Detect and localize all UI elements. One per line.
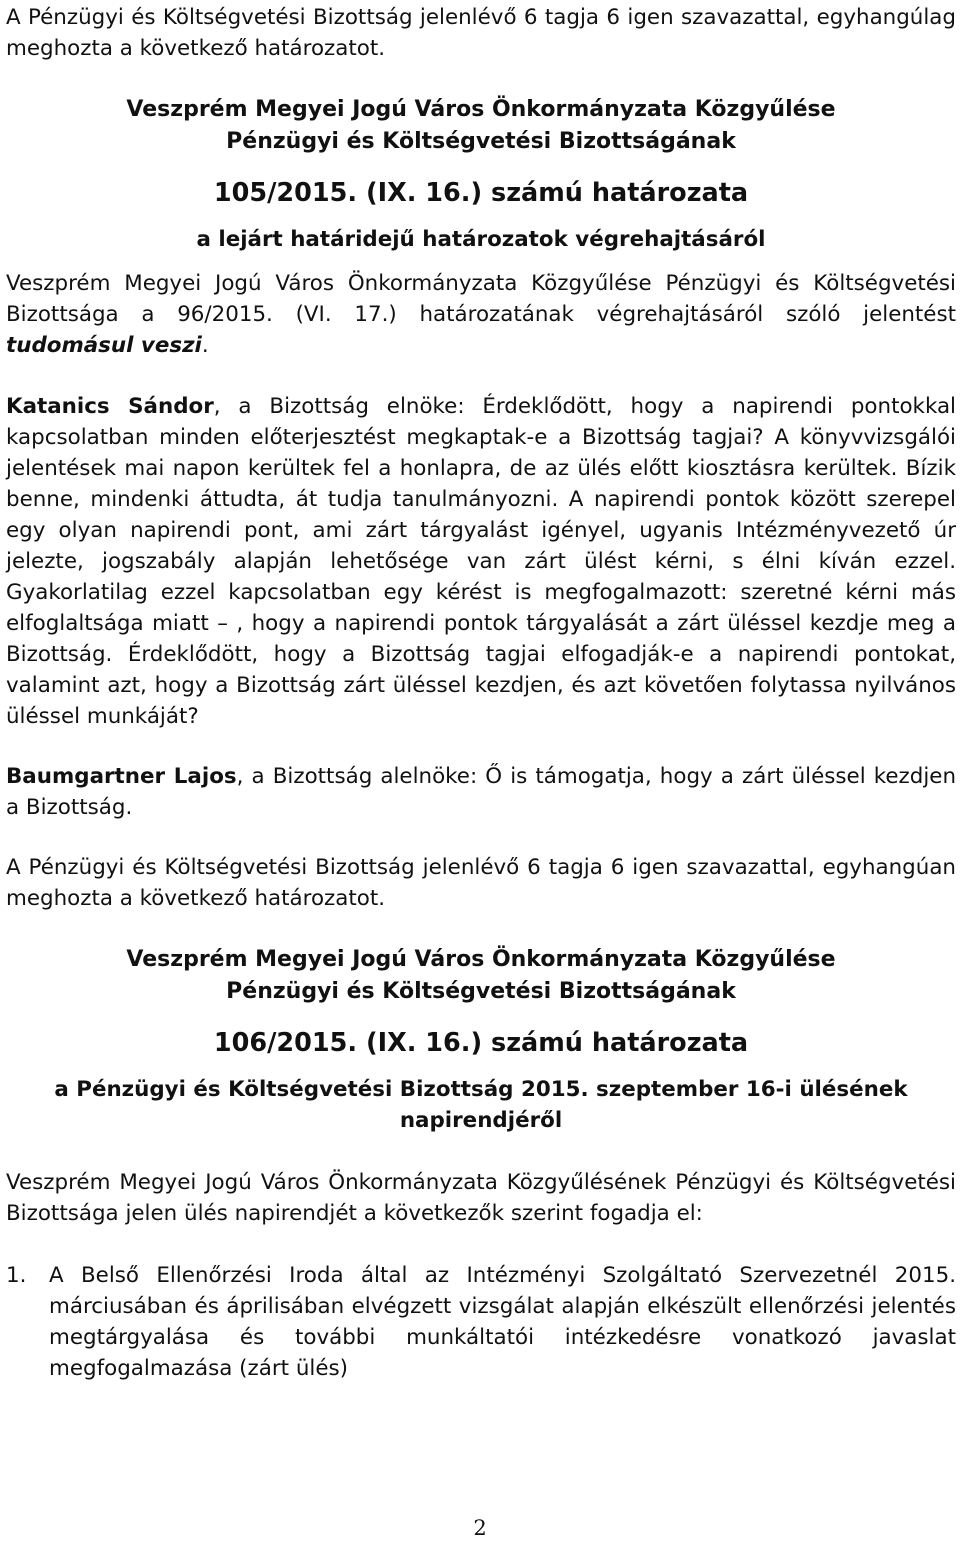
katanics-text: , a Bizottság elnöke: Érdeklődött, hogy a napirendi pontokkal kapcsolatban minden előterjesztést megkaptak-e a Bizottság tagjai? A könyvvizsgálói jelentések mai napon kerültek fel a honlapra, de az ülés előtt kiosztásra kerültek. Bízik benne, mindenki áttudta, át tudja tanulmányozni. A napirendi pontok között szerepel egy olyan napirendi pont, ami zárt tárgyalást igényel, ugyanis Intézményvezető úr jelezte, jogszabály alapján lehetősége van zárt ülést kérni, s élni kíván ezzel. Gyakorlatilag ezzel kapcsolatban egy kérést is megfogalmazott: szeretné kérni más elfoglaltsága miatt – , hogy a napirendi pontok tárgyalását a zárt üléssel kezdje meg a Bizottság. Érdeklődött, hogy a Bizottság tagjai elfogadják-e a napirendi pontokat, valamint azt, hogy a Bizottság zárt üléssel kezdjen, és azt követően folytassa nyilvános üléssel munkáját? <box>6 394 957 729</box>
vote-statement-2: A Pénzügyi és Költségvetési Bizottság jelenlévő 6 tagja 6 igen szavazattal, egyhangúan meghozta a következő határozatot. <box>6 855 956 911</box>
resolution-1-body-line2: Pénzügyi és Költségvetési Bizottságának <box>226 129 736 154</box>
resolution-1-number: 105/2015. (IX. 16.) számú határozata <box>213 178 749 208</box>
resolution-1-body: Veszprém Megyei Jogú Város Önkormányzata Közgyűlése Pénzügyi és Költségvetési Bizottsága a 96/2015. (VI. 17.) határozatának végrehajtásáról szóló jelentést <box>6 271 956 327</box>
agenda-item-number: 1. <box>6 1263 27 1288</box>
resolution-1-body-line1: Veszprém Megyei Jogú Város Önkormányzata Közgyűlése <box>126 97 836 122</box>
katanics-statement <box>6 391 956 732</box>
resolution-2-text: Veszprém Megyei Jogú Város Önkormányzata Közgyűlésének Pénzügyi és Költségvetési Bizottsága jelen ülés napirendjét a következők szerint fogadja el: <box>6 1170 956 1226</box>
baumgartner-text: , a Bizottság alelnöke: Ő is támogatja, hogy a zárt üléssel kezdjen a Bizottság. <box>6 764 956 820</box>
resolution-2-subject-line2: napirendjéről <box>399 1108 563 1133</box>
resolution-2-number: 106/2015. (IX. 16.) számú határozata <box>213 1028 749 1058</box>
resolution-1-emphasis: tudomásul veszi <box>6 333 202 358</box>
speaker-name-baumgartner: Baumgartner Lajos <box>6 764 237 789</box>
resolution-1-closing <box>6 330 956 361</box>
speaker-name-katanics: Katanics Sándor <box>6 394 214 419</box>
document-page <box>6 0 956 1384</box>
resolution-1-end: . <box>201 333 209 358</box>
vote-statement-1: A Pénzügyi és Költségvetési Bizottság jelenlévő 6 tagja 6 igen szavazattal, egyhangúlag meghozta a következő határozatot. <box>6 5 956 61</box>
resolution-2-subject-line1: a Pénzügyi és Költségvetési Bizottság 2015. szeptember 16-i ülésének <box>54 1077 908 1102</box>
page-number: 2 <box>473 1516 487 1540</box>
agenda-item-text: A Belső Ellenőrzési Iroda által az Intézményi Szolgáltató Szervezetnél 2015. márciusában és áprilisában elvégzett vizsgálat alapján elkészült ellenőrzési jelentés megtárgyalása és további munkáltatói intézkedésre vonatkozó javaslat megfogalmazása (zárt ülés) <box>49 1263 956 1381</box>
resolution-1-subject: a lejárt határidejű határozatok végrehajtásáról <box>196 227 766 252</box>
agenda-item <box>6 1260 956 1384</box>
resolution-2-body-line2: Pénzügyi és Költségvetési Bizottságának <box>226 979 736 1004</box>
resolution-1-text <box>6 268 956 330</box>
baumgartner-statement <box>6 761 956 823</box>
resolution-2-body-line1: Veszprém Megyei Jogú Város Önkormányzata Közgyűlése <box>126 947 836 972</box>
